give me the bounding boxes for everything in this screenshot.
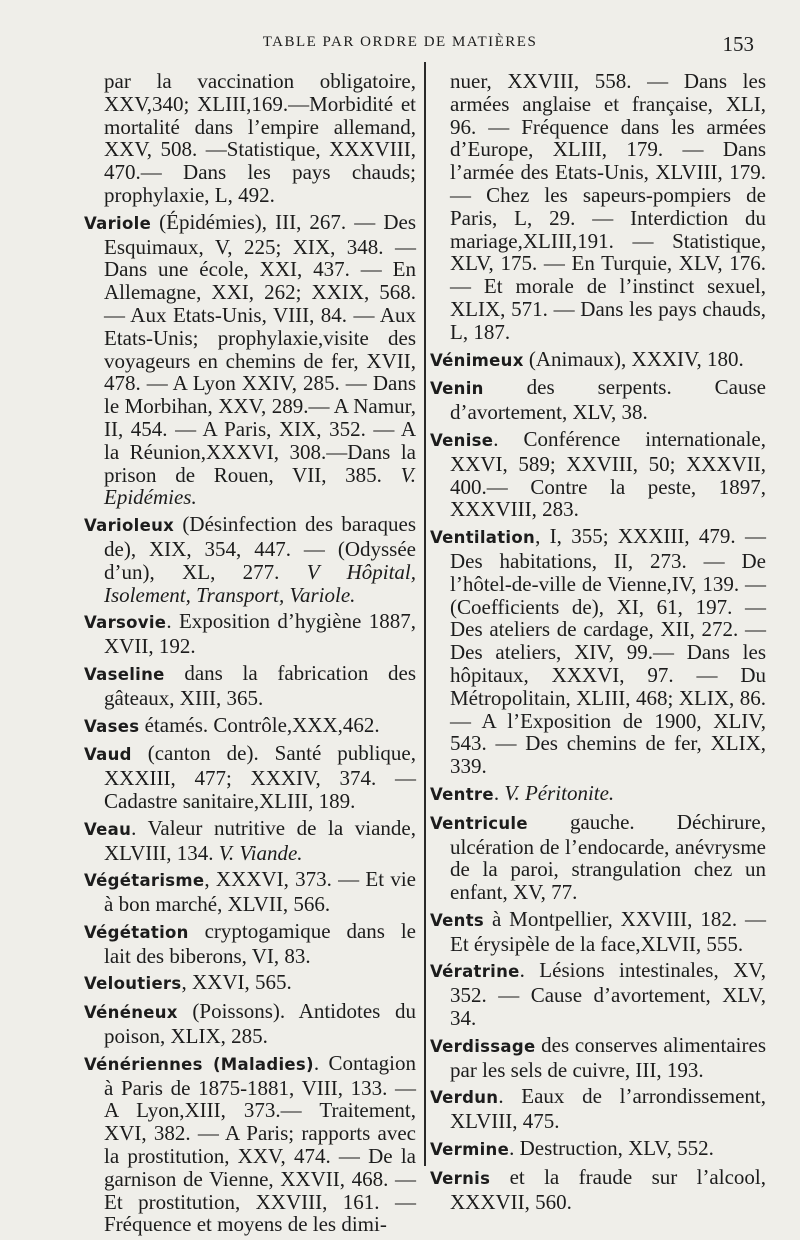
entry-cross-reference: V. Péritonite. — [504, 780, 615, 805]
index-entry — [430, 1034, 766, 1082]
entry-text: cryptogamique dans le lait des biberons, VI, 83. — [104, 918, 416, 968]
index-entry — [84, 513, 416, 606]
entry-text: (Épidémies), III, 267. — Des Esquimaux, V, 225; XIX, 348. — Dans une école, XXI, 437. — En Allemagne, XXI, 262; XXIX, 568. — Aux Etats-Unis, VIII, 84. — Aux Etats-Unis; prophylaxie,visite des voyageurs en chemins de fer, XVII, 478. — A Lyon XXIV, 285. — Dans le Morbihan, XXV, 289.— A Namur, II, 454. — A Paris, XIX, 352. — A la Réunion,XXXVI, 308.—Dans la prison de Rouen, VII, 385. — [104, 209, 416, 487]
page-number: 153 — [722, 32, 754, 56]
entry-text: et la fraude sur l’alcool, XXXVII, 560. — [450, 1164, 766, 1214]
index-entry — [84, 211, 416, 509]
index-entry — [430, 811, 766, 904]
entry-headword: Verdissage — [430, 1036, 536, 1056]
entry-text: (Animaux), XXXIV, 180. — [523, 346, 744, 371]
entry-headword: Végétarisme — [84, 871, 205, 891]
index-entry — [84, 920, 416, 968]
index-entry — [430, 1166, 766, 1214]
entry-headword: Vases — [84, 716, 140, 736]
index-entry — [430, 1137, 766, 1162]
entry-cross-reference: V. Viande. — [218, 840, 303, 865]
index-entry — [84, 868, 416, 916]
entry-text: . Exposition d’hygiène 1887, XVII, 192. — [104, 609, 416, 659]
index-entry — [84, 1052, 416, 1236]
entry-text: . Contagion à Paris de 1875-1881, VIII, 133. — A Lyon,XIII, 373.— Traitement, XVI, 382. — A Paris; rapports avec la prostitution, XXV, 474. — De la garnison de Vienne, XXVII, 468. — Et prostitution, XXVIII, 161. — Fréquence et moyens de les dimi- — [104, 1050, 417, 1237]
entry-headword: Vaseline — [84, 664, 165, 684]
entry-headword: Vents — [430, 910, 485, 930]
right-column — [430, 70, 766, 1217]
entry-text: (canton de). Santé publique, XXXIII, 477; XXXIV, 374. — Cadastre sanitaire,XLIII, 189. — [104, 741, 416, 813]
entry-text: , I, 355; XXXIII, 479. — Des habitations, II, 273. — De l’hôtel-de-ville de Vienne,IV, 139. — (Coefficients de), XI, 61, 197. — Des ateliers de cardage, XII, 272. — Des ateliers, XIV, 99.— Dans les hôpitaux, XXXVI, 97. — Du Métropolitain, XLIII, 468; XLIX, 86. — A l’Exposition de 1900, XLIV, 543. — Des chemins de fer, XLIX, 339. — [450, 524, 766, 779]
entry-headword: Verdun — [430, 1088, 499, 1108]
entry-text: dans la fabrication des gâteaux, XIII, 365. — [104, 660, 416, 710]
index-entry — [430, 376, 766, 424]
entry-text: (Poissons). Antidotes du poison, XLIX, 285. — [104, 999, 416, 1049]
entry-headword: Ventilation — [430, 528, 536, 548]
left-column — [84, 70, 416, 1240]
entry-text: . Eaux de l’arrondissement, XLVIII, 475. — [450, 1084, 766, 1134]
entry-headword: Vénimeux — [430, 350, 524, 370]
index-entry — [430, 782, 766, 807]
entry-headword: Variole — [84, 213, 152, 233]
entry-text: . Destruction, XLV, 552. — [509, 1136, 714, 1161]
index-entry — [84, 742, 416, 812]
entry-headword: Vermine — [430, 1140, 510, 1160]
index-entry — [430, 525, 766, 778]
entry-cross-reference: V. Epidémies. — [104, 462, 416, 510]
index-entry — [430, 348, 766, 373]
running-title: TABLE PAR ORDRE DE MATIÈRES — [262, 34, 538, 50]
entry-headword: Varioleux — [84, 516, 175, 536]
entry-text: . Valeur nutritive de la viande, XLVIII, 134. — [104, 815, 416, 865]
entry-text: par la vaccination obligatoire, XXV,340; XLIII,169.—Morbidité et mortalité dans l’empire allemand, XXV, 508. —Statistique, XXXVIII, 470.— Dans les pays chauds; prophylaxie, L, 492. — [104, 69, 416, 207]
index-entry — [84, 971, 416, 996]
entry-headword: Vératrine — [430, 962, 520, 982]
entry-text: . Lésions intestinales, XV, 352. — Cause d’avortement, XLV, 34. — [450, 958, 766, 1031]
index-entry — [84, 714, 416, 739]
entry-text: (Désinfection des baraques de), XIX, 354, 447. — (Odyssée d’un), XL, 277. — [104, 512, 416, 584]
entry-text: nuer, XXVIII, 558. — Dans les armées anglaise et française, XLI, 96. — Fréquence dans les armées d’Europe, XLIII, 179. — Dans l’armée des Etats-Unis, XLVIII, 179.— Chez les sapeurs-pompiers de Paris, L, 29. — Interdiction du mariage,XLIII,191. — Statistique, XLV, 175. — En Turquie, XLV, 176.— Et morale de l’instinct sexuel, XLIX, 571. — Dans les pays chauds, L, 187. — [450, 69, 766, 344]
index-entry — [84, 610, 416, 658]
index-entry — [84, 662, 416, 710]
entry-headword: Venise — [430, 430, 494, 450]
column-divider — [424, 62, 426, 1166]
index-entry — [84, 1000, 416, 1048]
entry-text: . Conférence internationale, XXVI, 589; XXVIII, 50; XXXVII, 400.— Contre la peste, 1897, XXXVIII, 283. — [450, 426, 766, 522]
continued-entry — [84, 70, 416, 207]
entry-text: étamés. Contrôle,XXX,462. — [139, 712, 380, 737]
entry-headword: Vénériennes (Maladies) — [84, 1054, 314, 1074]
entry-text: . — [493, 780, 505, 805]
entry-headword: Végétation — [84, 922, 189, 942]
entry-text: à Montpellier, XXVIII, 182. — Et érysipèle de la face,XLVII, 555. — [450, 906, 766, 956]
entry-headword: Ventre — [430, 784, 494, 804]
entry-text: , XXVI, 565. — [181, 970, 292, 995]
index-entry — [84, 817, 416, 865]
entry-text: des conserves alimentaires par les sels de cuivre, III, 193. — [450, 1032, 766, 1082]
entry-headword: Ventricule — [430, 813, 528, 833]
index-entry — [430, 908, 766, 956]
entry-text: gauche. Déchirure, ulcération de l’endocarde, anévrysme de la paroi, strangulation chez un enfant, XV, 77. — [450, 809, 766, 905]
entry-headword: Veloutiers — [84, 974, 182, 994]
continued-entry — [430, 70, 766, 344]
entry-headword: Veau — [84, 819, 132, 839]
entry-cross-reference: V Hôpital, Isolement, Transport, Variole. — [104, 559, 416, 607]
entry-headword: Vernis — [430, 1168, 491, 1188]
index-entry — [430, 1085, 766, 1133]
entry-text: , XXXVI, 373. — Et vie à bon marché, XLVII, 566. — [104, 867, 416, 917]
index-entry — [430, 428, 766, 521]
entry-headword: Vénéneux — [84, 1003, 178, 1023]
entry-headword: Vaud — [84, 745, 132, 765]
index-entry — [430, 959, 766, 1029]
entry-headword: Varsovie — [84, 613, 167, 633]
page-header — [0, 34, 800, 58]
entry-text: des serpents. Cause d’avortement, XLV, 38. — [450, 375, 766, 425]
entry-headword: Venin — [430, 379, 484, 399]
